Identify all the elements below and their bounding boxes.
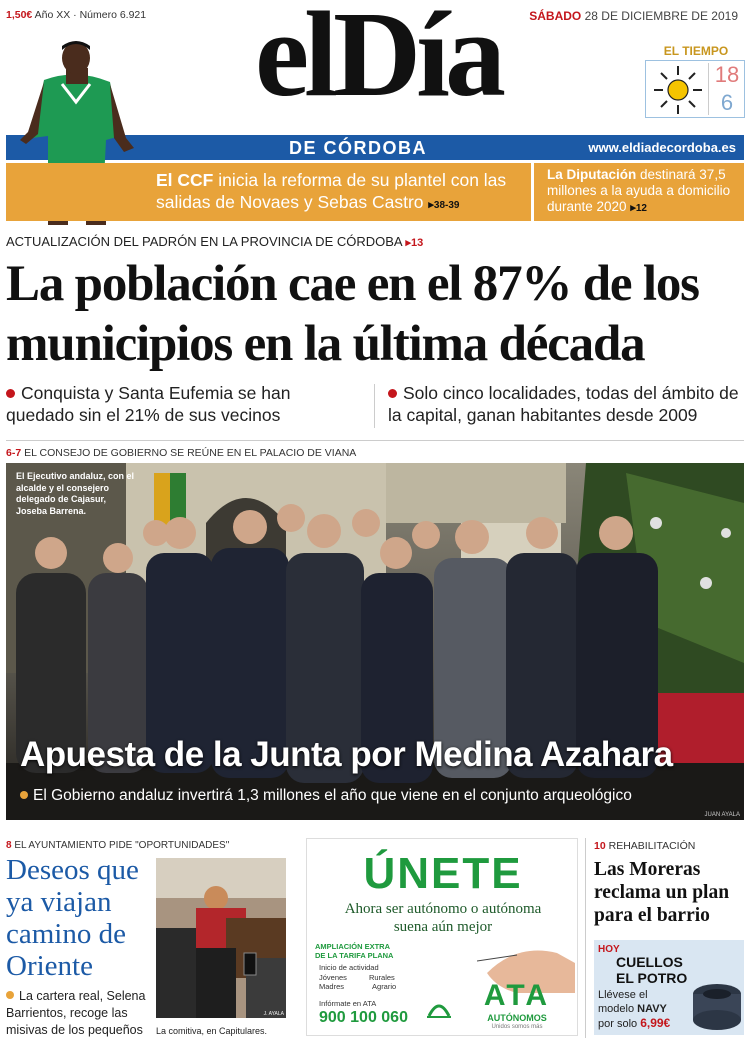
year: Año XX — [34, 9, 71, 21]
main-photo[interactable] — [6, 463, 744, 820]
ad-tagline: Unidos somos más — [491, 1024, 543, 1030]
junta-logo-icon — [421, 994, 457, 1024]
teaser-diputacion-bold: La Diputación — [547, 167, 637, 182]
left-text: La cartera real, Selena Barrientos, recoge las misivas de los pequeños — [6, 989, 146, 1037]
lead-bullet-2: Solo cinco localidades, todas del ámbito de la capital, ganan habitantes desde 2009 — [388, 383, 739, 425]
teaser-ccf-text: inicia la reforma de su plantel con las salidas de Novaes y Sebas Castro — [156, 170, 507, 212]
issue-date — [529, 9, 738, 23]
lead-headline[interactable]: La población cae en el 87% de los municipios en la última década — [6, 256, 699, 372]
neck-warmer-icon — [690, 976, 744, 1030]
ata-ad[interactable] — [306, 838, 578, 1036]
promo-today: HOY — [598, 944, 620, 955]
photo-subhead: El Gobierno andaluz invertirá 1,3 millones el año que viene en el conjunto arqueológico — [20, 787, 740, 805]
teaser-diputacion[interactable]: La Diputación destinará 37,5 millones a la ayuda a domicilio durante 2020 ▸12 — [547, 167, 731, 214]
promo-title-1: CUELLOS — [616, 954, 683, 970]
left-kicker: 8 EL AYUNTAMIENTO PIDE "OPORTUNIDADES" — [6, 840, 230, 851]
right-headline[interactable]: Las Moreras reclama un plan para el barrio — [594, 859, 730, 926]
date-day: SÁBADO — [529, 9, 582, 23]
ad-promo-1: AMPLIACIÓN EXTRA — [315, 942, 390, 951]
parade-photo-credit: J. AYALA — [263, 1011, 284, 1017]
ad-list: Inicio de actividad Jóvenes Rurales Madres Agrario — [319, 963, 397, 991]
teaser-ccf[interactable]: El CCF inicia la reforma de su plantel con las salidas de Novaes y Sebas Castro ▸38-39 — [156, 170, 507, 212]
right-kicker: 10 REHABILITACIÓN — [594, 840, 696, 852]
parade-photo[interactable] — [156, 858, 286, 1018]
lead-kicker: ACTUALIZACIÓN DEL PADRÓN EN LA PROVINCIA DE CÓRDOBA ▸13 — [6, 234, 424, 249]
teaser-diputacion-ref: 12 — [635, 203, 647, 214]
temp-max: 18 — [714, 62, 740, 87]
city-name: DE CÓRDOBA — [289, 138, 428, 158]
weather-box — [645, 60, 745, 118]
ad-logo-sub: AUTÓNOMOS — [487, 1013, 547, 1023]
issue-number: Número 6.921 — [79, 9, 147, 21]
left-headline[interactable]: Deseos que ya viajan camino de Oriente — [6, 854, 139, 982]
photo-headline[interactable]: Apuesta de la Junta por Medina Azahara — [20, 735, 673, 774]
ad-promo-2: DE LA TARIFA PLANA — [315, 951, 394, 960]
photo-kicker-pages: 6-7 — [6, 447, 22, 459]
lead-bullet-1: Conquista y Santa Eufemia se han quedado sin el 21% de sus vecinos — [6, 383, 291, 425]
teaser-ccf-ref: 38-39 — [433, 200, 460, 211]
lead-kicker-ref: 13 — [411, 237, 424, 249]
ad-line-2: suena aún mejor — [393, 919, 493, 935]
ad-logo: ATA — [483, 979, 551, 1012]
ad-brand: ÚNETE — [363, 849, 523, 898]
photo-credit: JUAN AYALA — [704, 812, 740, 818]
ad-phone[interactable]: 900 100 060 — [319, 1009, 408, 1026]
weather-label: EL TIEMPO — [663, 44, 729, 58]
cuellos-promo[interactable]: HOY CUELLOS EL POTRO Llévese el modelo NAVY por solo 6,99€ — [594, 940, 744, 1035]
promo-title-2: EL POTRO — [616, 970, 688, 986]
lead-kicker-text: ACTUALIZACIÓN DEL PADRÓN EN LA PROVINCIA DE CÓRDOBA — [6, 234, 402, 249]
teaser-ccf-bold: El CCF — [156, 170, 214, 190]
price-info: 1,50€ Año XX · Número 6.921 — [6, 9, 147, 21]
sun-icon — [651, 64, 705, 116]
date-rest: 28 DE DICIEMBRE DE 2019 — [584, 9, 738, 23]
parade-photo-caption: La comitiva, en Capitulares. — [156, 1026, 268, 1036]
ad-line-1: Ahora ser autónomo o autónoma — [344, 901, 542, 917]
ad-info: Infórmate en ATA — [319, 999, 377, 1008]
temp-min: 6 — [720, 90, 734, 115]
photo-kicker — [6, 447, 356, 459]
newspaper-logo[interactable]: elDía — [254, 0, 502, 122]
price: 1,50€ — [6, 9, 33, 21]
photo-kicker-text: EL CONSEJO DE GOBIERNO SE REÚNE EN EL PALACIO DE VIANA — [24, 447, 357, 459]
photo-caption: El Ejecutivo andaluz, con el alcalde y el consejero delegado de Cajasur, Joseba Barrena. — [16, 471, 135, 516]
teaser-band — [6, 163, 744, 221]
teaser-diputacion-text: destinará 37,5 millones a la ayuda a domicilio durante 2020 — [547, 167, 731, 214]
website-url[interactable]: www.eldiadecordoba.es — [588, 140, 736, 155]
